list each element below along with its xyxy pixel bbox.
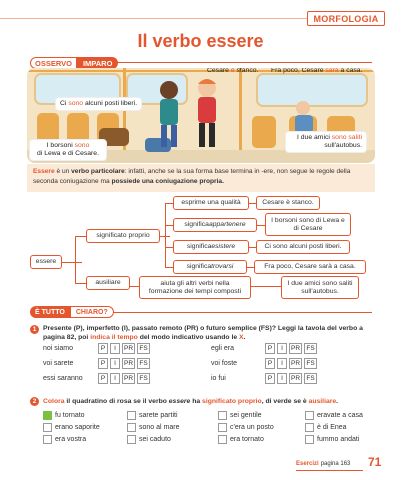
color-choice-item[interactable] (218, 433, 264, 445)
tense-checkbox-i[interactable]: I (277, 373, 287, 384)
color-choice-label: fu tornato (55, 411, 85, 419)
color-choice-item[interactable] (43, 409, 85, 421)
tense-checkbox-pr[interactable]: PR (290, 375, 301, 382)
color-square[interactable] (127, 435, 136, 444)
tense-checkbox-p[interactable]: P (98, 373, 108, 384)
color-square[interactable] (218, 423, 227, 432)
tense-checkbox-p[interactable]: P (265, 343, 275, 354)
tense-checkbox-p[interactable]: P (98, 358, 108, 369)
tense-checkbox-group (265, 373, 319, 384)
color-choice-item[interactable] (305, 421, 347, 433)
header-rule (0, 18, 307, 19)
caption-borsoni: I borsoni sono di Lewa e di Cesare. (29, 139, 107, 161)
color-choice-label: eravate a casa (317, 411, 363, 419)
tense-checkbox-p[interactable]: P (265, 358, 275, 369)
tense-checkbox-pr[interactable]: PR (123, 345, 134, 352)
tense-checkbox-i[interactable]: I (277, 358, 287, 369)
color-choice-label: era vostra (55, 435, 87, 443)
example-borsoni: I borsoni sono di Lewa e di Cesare (265, 213, 351, 236)
section-tag: MORFOLOGIA (307, 11, 385, 26)
color-choice-item[interactable] (43, 433, 86, 445)
node-appartenere: significa appartenere (173, 218, 257, 232)
verb-form-label: voi foste (211, 359, 238, 367)
caption-posti-liberi: Ci sono alcuni posti liberi. (55, 97, 142, 111)
color-choice-label: sono al mare (139, 423, 180, 431)
tense-checkbox-fs[interactable]: FS (304, 373, 317, 384)
color-square[interactable] (43, 435, 52, 444)
exercise-2-instructions: Colora il quadratino di rosa se il verbo essere ha significato proprio, di verde se è ausiliare. (43, 398, 339, 405)
node-trovarsi: significa trovarsi (173, 260, 247, 274)
osserva-tag-a: OSSERVO (30, 57, 77, 69)
node-esistere: significa esistere (173, 240, 249, 254)
color-square[interactable] (43, 423, 52, 432)
color-choice-label: erano saporite (55, 423, 100, 431)
example-cesare-stanco: Cesare è stanco. (256, 196, 320, 210)
tense-checkbox-fs[interactable]: FS (137, 343, 150, 354)
tense-checkbox-p[interactable]: P (265, 373, 275, 384)
example-posti-liberi: Ci sono alcuni posti liberi. (256, 240, 350, 254)
tense-checkbox-fs[interactable]: FS (137, 358, 150, 369)
tense-checkbox-fs[interactable]: FS (137, 373, 150, 384)
tense-checkbox-i[interactable]: I (110, 343, 120, 354)
color-square[interactable] (43, 411, 52, 420)
color-square[interactable] (305, 411, 314, 420)
tense-checkbox-group (98, 358, 152, 369)
color-choice-label: sei caduto (139, 435, 171, 443)
tense-checkbox-pr[interactable]: PR (123, 360, 134, 367)
chiaro-tag-b: CHIARO? (70, 306, 114, 318)
color-choice-label: c'era un posto (230, 423, 274, 431)
color-square[interactable] (305, 435, 314, 444)
speech-bubble-cesare: Cesare è stanco. (207, 68, 259, 74)
tense-checkbox-fs[interactable]: FS (304, 343, 317, 354)
tense-checkbox-i[interactable]: I (110, 373, 120, 384)
tense-checkbox-group (265, 358, 319, 369)
tense-checkbox-pr[interactable]: PR (123, 375, 134, 382)
node-ausiliare: ausiliare (86, 276, 130, 290)
tense-checkbox-group (265, 343, 319, 354)
exercise-1-number: 1 (30, 325, 39, 334)
chiaro-tag-a: È TUTTO (30, 306, 70, 318)
speech-bubble-lewa: Fra poco, Cesare sarà a casa. (271, 68, 363, 74)
page-number: 71 (368, 455, 382, 469)
color-choice-item[interactable] (305, 409, 363, 421)
node-aiuta-tempi-composti: aiuta gli altri verbi nella formazione dei tempi composti (139, 276, 251, 299)
color-choice-item[interactable] (305, 433, 359, 445)
verb-form-label: noi siamo (43, 344, 73, 352)
example-due-amici: I due amici sono saliti sull'autobus. (281, 276, 359, 299)
tense-checkbox-fs[interactable]: FS (304, 358, 317, 369)
footer-rule (296, 470, 363, 471)
color-choice-label: sarete partiti (139, 411, 178, 419)
verb-form-label: voi sarete (43, 359, 74, 367)
tense-checkbox-i[interactable]: I (277, 343, 287, 354)
color-square[interactable] (218, 411, 227, 420)
tense-checkbox-i[interactable]: I (110, 358, 120, 369)
tense-checkbox-pr[interactable]: PR (290, 345, 301, 352)
color-choice-label: era tornato (230, 435, 264, 443)
color-choice-label: è di Enea (317, 423, 347, 431)
color-square[interactable] (218, 435, 227, 444)
color-choice-item[interactable] (127, 433, 171, 445)
tense-checkbox-group (98, 343, 152, 354)
footer-esercizi: Esercizi pagina 163 (296, 461, 351, 467)
tense-checkbox-pr[interactable]: PR (290, 360, 301, 367)
node-esprime-qualita: esprime una qualità (173, 196, 249, 210)
color-square[interactable] (127, 411, 136, 420)
verb-form-label: io fui (211, 374, 226, 382)
color-choice-item[interactable] (218, 409, 262, 421)
verb-form-label: essi saranno (43, 374, 83, 382)
caption-due-amici: I due amici sono saliti sull'autobus. (285, 131, 367, 153)
color-square[interactable] (127, 423, 136, 432)
color-choice-item[interactable] (127, 421, 179, 433)
color-choice-label: sei gentile (230, 411, 262, 419)
example-cesare-casa: Fra poco, Cesare sarà a casa. (254, 260, 366, 274)
node-essere: essere (30, 255, 62, 269)
chiaro-tag (30, 306, 114, 318)
osserva-tag-b: IMPARO (77, 57, 118, 69)
color-choice-item[interactable] (43, 421, 100, 433)
tense-checkbox-p[interactable]: P (98, 343, 108, 354)
tense-checkbox-group (98, 373, 152, 384)
exercise-2-number: 2 (30, 397, 39, 406)
color-choice-label: fummo andati (317, 435, 360, 443)
page-title: Il verbo essere (137, 31, 264, 51)
verb-form-label: egli era (211, 344, 234, 352)
color-choice-item[interactable] (127, 409, 178, 421)
node-significato-proprio: significato proprio (86, 229, 160, 243)
color-square[interactable] (305, 423, 314, 432)
rule-explanation: Essere è un verbo particolare: infatti, anche se la sua forma base termina in -ere, non segue le regole della seconda coniugazione ma possiede una coniugazione propria. (27, 164, 375, 192)
bus-illustration (27, 68, 375, 163)
exercise-1-instructions: Presente (P), imperfetto (I), passato remoto (PR) o futuro semplice (FS)? Leggi la tavola del verbo a pagina 82, poi indica il tempo del modo indicativo usando le X. (43, 325, 363, 341)
color-choice-item[interactable] (218, 421, 274, 433)
